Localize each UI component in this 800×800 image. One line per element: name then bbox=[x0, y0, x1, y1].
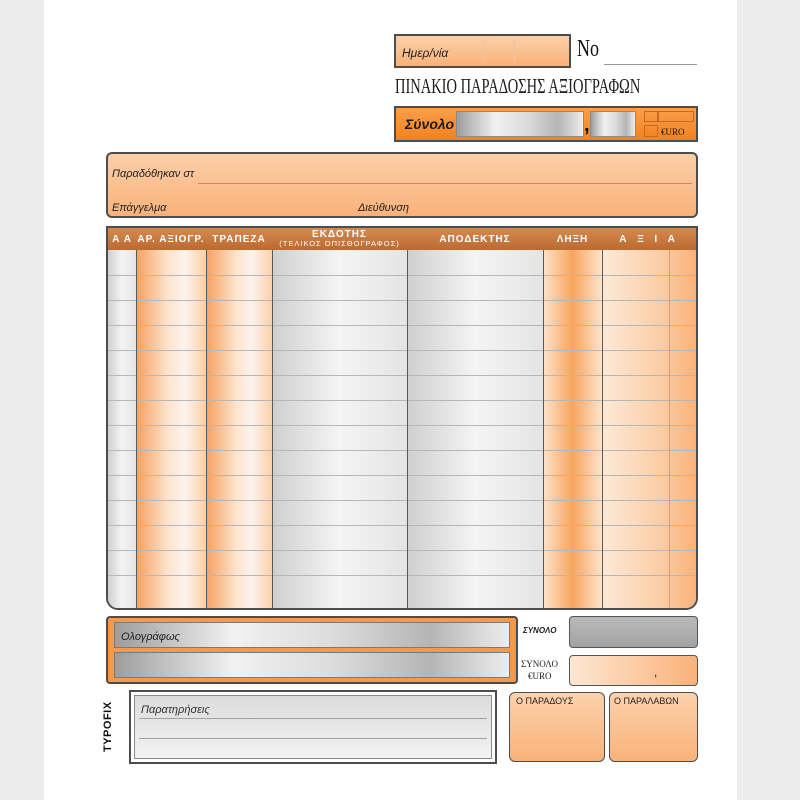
col-issuer-sub: (ΤΕΛΙΚΟΣ ΟΠΙΣΘΟΓΡΑΦΟΣ) bbox=[279, 239, 400, 248]
securities-table bbox=[106, 226, 698, 610]
col-maturity-header: ΛΗΞΗ bbox=[556, 234, 589, 245]
remarks-box bbox=[129, 690, 497, 764]
deliverer-box[interactable] bbox=[509, 692, 605, 762]
date-divider bbox=[484, 40, 485, 64]
receiver-box[interactable] bbox=[609, 692, 698, 762]
sum-euro-label-2: €URO bbox=[528, 671, 552, 681]
col-payee-header: ΑΠΟΔΕΚΤΗΣ bbox=[439, 234, 511, 245]
total-box bbox=[394, 106, 698, 142]
col-bank[interactable] bbox=[206, 250, 272, 608]
sum-euro-label-1: ΣΥΝΟΛΟ bbox=[521, 659, 558, 669]
sum-label: ΣΥΝΟΛΟ bbox=[523, 626, 557, 635]
brand-logo: TYPOFIX bbox=[102, 701, 114, 752]
total-separator: , bbox=[584, 114, 590, 136]
euro-cell bbox=[644, 111, 658, 122]
remarks-line bbox=[139, 718, 487, 719]
in-words-label: Ολογράφως bbox=[121, 631, 180, 643]
address-label: Διεύθυνση bbox=[358, 202, 409, 214]
date-box[interactable] bbox=[394, 34, 571, 68]
form-title: ΠΙΝΑΚΙΟ ΠΑΡΑΔΟΣΗΣ ΑΞΙΟΓΡΑΦΩΝ bbox=[395, 74, 641, 98]
remarks-line bbox=[139, 738, 487, 739]
col-aa[interactable] bbox=[108, 250, 136, 608]
col-number-header: ΑΡ. ΑΞΙΟΓΡ. bbox=[137, 234, 205, 245]
col-payee[interactable] bbox=[407, 250, 543, 608]
col-issuer[interactable] bbox=[272, 250, 407, 608]
total-label: Σύνολο bbox=[405, 116, 455, 132]
in-words-field[interactable] bbox=[114, 622, 510, 648]
delivery-box bbox=[106, 152, 698, 218]
delivered-to-line[interactable] bbox=[198, 183, 692, 184]
euro-label: €URO bbox=[661, 127, 685, 137]
date-divider bbox=[514, 40, 515, 64]
number-line bbox=[604, 64, 697, 65]
delivered-to-label: Παραδόθηκαν στ bbox=[112, 168, 195, 180]
profession-label: Επάγγελμα bbox=[112, 202, 167, 214]
total-amount-field[interactable] bbox=[456, 111, 584, 137]
form-sheet bbox=[44, 0, 737, 800]
deliverer-label: Ο ΠΑΡΑΔΟΥΣ bbox=[516, 696, 574, 706]
col-value-header: Α Ξ Ι Α bbox=[619, 234, 679, 245]
sum-euro-field[interactable] bbox=[569, 655, 698, 686]
col-number[interactable] bbox=[136, 250, 206, 608]
total-decimals-field[interactable] bbox=[590, 111, 636, 137]
in-words-box bbox=[106, 616, 518, 684]
table-header bbox=[108, 228, 696, 250]
table-body bbox=[108, 250, 696, 608]
col-value[interactable] bbox=[602, 250, 696, 608]
remarks-inner[interactable] bbox=[134, 695, 492, 759]
remarks-label: Παρατηρήσεις bbox=[141, 704, 210, 716]
euro-cell bbox=[644, 125, 658, 137]
col-aa-header: Α Α bbox=[112, 234, 132, 245]
col-maturity[interactable] bbox=[543, 250, 602, 608]
number-label: Νο bbox=[577, 36, 600, 62]
in-words-field-2[interactable] bbox=[114, 652, 510, 678]
euro-cell bbox=[658, 111, 694, 122]
col-bank-header: ΤΡΑΠΕΖΑ bbox=[212, 234, 266, 245]
date-label: Ημερ/νία bbox=[402, 46, 449, 60]
col-issuer-header: ΕΚΔΟΤΗΣ bbox=[312, 229, 367, 240]
sum-euro-separator: , bbox=[654, 665, 658, 679]
sum-field[interactable] bbox=[569, 616, 698, 648]
receiver-label: Ο ΠΑΡΑΛΑΒΩΝ bbox=[614, 696, 679, 706]
